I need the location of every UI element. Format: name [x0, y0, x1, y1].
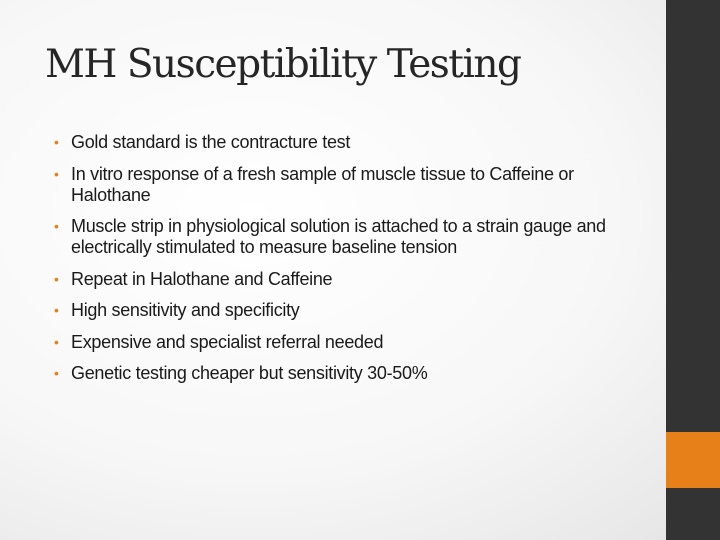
bullet-item: [54, 332, 654, 353]
bullet-marker: •: [54, 270, 59, 287]
bullet-text: Gold standard is the contracture test: [71, 132, 351, 152]
bullet-list: [54, 132, 654, 384]
bullet-text: Repeat in Halothane and Caffeine: [71, 268, 333, 289]
bullet-item: [54, 132, 654, 153]
bullet-marker: •: [54, 134, 59, 150]
bullet-text: In vitro response of a fresh sample of muscle tissue to Caffeine or Halothane: [71, 163, 574, 205]
bullet-marker: •: [54, 218, 59, 234]
bullet-marker: •: [54, 333, 59, 350]
bullet-item: [54, 164, 654, 206]
sidebar-accent-block: [666, 432, 720, 488]
bullet-marker: •: [54, 302, 59, 318]
bullet-marker: •: [54, 165, 59, 182]
bullet-item: [54, 216, 654, 258]
bullet-text: High sensitivity and specificity: [71, 300, 300, 320]
bullet-text: Muscle strip in physiological solution is attached to a strain gauge and electrically stimulated to measure baseline tension: [71, 216, 606, 257]
bullet-item: [54, 269, 654, 290]
bullet-text: Genetic testing cheaper but sensitivity 30-50%: [71, 363, 428, 383]
bullet-text: Expensive and specialist referral needed: [71, 331, 384, 352]
bullet-marker: •: [54, 365, 59, 381]
bullet-item: [54, 363, 654, 384]
bullet-item: [54, 300, 654, 321]
slide-title: MH Susceptibility Testing: [45, 42, 521, 87]
